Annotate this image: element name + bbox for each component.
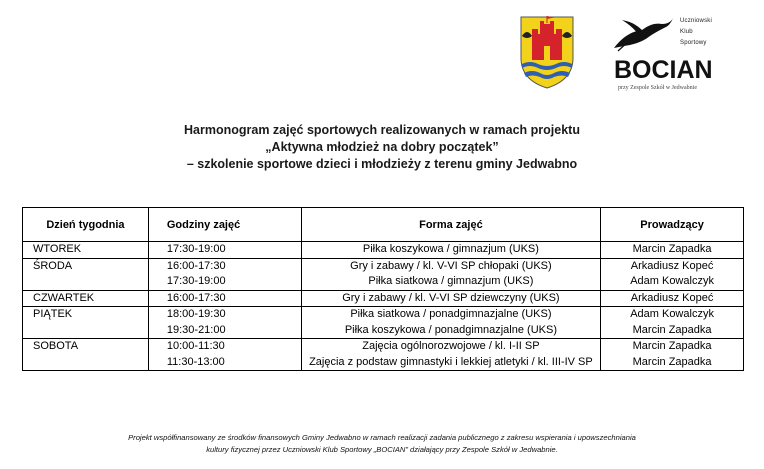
row-day: ŚRODA [23,258,149,274]
row-form: Piłka koszykowa / ponadgimnazjalne (UKS) [301,323,601,339]
row-day: PIĄTEK [23,307,149,323]
row-day [23,323,149,339]
row-hours: 17:30-19:00 [148,274,301,290]
table-row [23,274,744,290]
club-logo-subtitle: przy Zespole Szkół w Jedwabnie [618,85,697,91]
footer-line-1: Projekt współfinansowany ze środków finansowych Gminy Jedwabno w ramach realizacji zadania publicznego z zakresu wspierania i upowszechniania [128,433,636,442]
table-row [23,258,744,274]
schedule-table [22,207,744,371]
row-leader: Marcin Zapadka [601,355,744,371]
row-leader: Adam Kowalczyk [601,274,744,290]
row-leader: Marcin Zapadka [601,323,744,339]
table-header-row [23,208,744,242]
heading-line-1: Harmonogram zajęć sportowych realizowanych w ramach projektu [184,123,580,137]
club-logo-name: BOCIAN [614,56,713,84]
club-logo [612,14,732,94]
row-hours: 16:00-17:30 [148,290,301,307]
footer-note [0,432,764,456]
page-heading [0,122,764,173]
club-logo-line3: Sportowy [680,40,707,46]
row-form: Zajęcia z podstaw gimnastyki i lekkiej atletyki / kl. III-IV SP [301,355,601,371]
header-form: Forma zajęć [301,208,601,242]
row-leader: Arkadiusz Kopeć [601,258,744,274]
table-row [23,355,744,371]
table-row [23,290,744,307]
row-hours: 10:00-11:30 [148,339,301,355]
coat-of-arms-logo [518,14,576,90]
row-leader: Adam Kowalczyk [601,307,744,323]
club-logo-line2: Klub [680,29,693,35]
header-leader: Prowadzący [601,208,744,242]
row-hours: 18:00-19:30 [148,307,301,323]
row-day: CZWARTEK [23,290,149,307]
row-hours: 16:00-17:30 [148,258,301,274]
row-day: SOBOTA [23,339,149,355]
header-day: Dzień tygodnia [23,208,149,242]
club-logo-line1: Uczniowski [680,18,713,24]
row-day: WTOREK [23,242,149,259]
table-row [23,323,744,339]
table-row [23,307,744,323]
heading-line-2: „Aktywna młodzież na dobry początek” [265,140,499,154]
row-form: Piłka koszykowa / gimnazjum (UKS) [301,242,601,259]
stork-icon [612,14,674,52]
row-form: Gry i zabawy / kl. V-VI SP dziewczyny (UKS) [301,290,601,307]
row-form: Piłka siatkowa / gimnazjum (UKS) [301,274,601,290]
row-leader: Arkadiusz Kopeć [601,290,744,307]
table-row [23,242,744,259]
row-day [23,355,149,371]
table-row [23,339,744,355]
row-hours: 11:30-13:00 [148,355,301,371]
row-leader: Marcin Zapadka [601,339,744,355]
row-leader: Marcin Zapadka [601,242,744,259]
heading-line-3: – szkolenie sportowe dzieci i młodzieży z terenu gminy Jedwabno [186,157,578,171]
header-hours: Godziny zajęć [148,208,301,242]
row-form: Gry i zabawy / kl. V-VI SP chłopaki (UKS) [301,258,601,274]
footer-line-2: kultury fizycznej przez Uczniowski Klub Sportowy „BOCIAN” działający przy Zespole Szkół w Jedwabnie. [206,445,558,454]
row-hours: 17:30-19:00 [148,242,301,259]
row-form: Piłka siatkowa / ponadgimnazjalne (UKS) [301,307,601,323]
row-day [23,274,149,290]
row-hours: 19:30-21:00 [148,323,301,339]
row-form: Zajęcia ogólnorozwojowe / kl. I-II SP [301,339,601,355]
